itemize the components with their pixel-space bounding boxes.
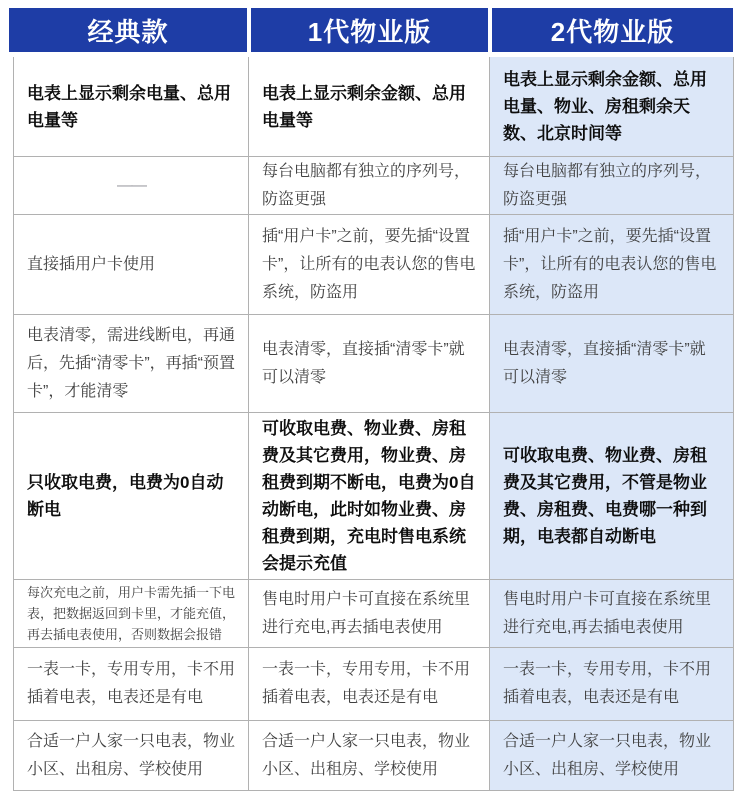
header-gen2-property: 2代物业版 [492,8,733,52]
cell-serial-gen1: 每台电脑都有独立的序列号，防盗更强 [248,157,489,214]
cell-card-gen2: 一表一卡，专用专用，卡不用插着电表，电表还是有电 [489,648,733,720]
cell-fees-gen1: 可收取电费、物业费、房租费及其它费用，物业费、房租费到期不断电，电费为0自动断电，此时如物业费、房租费到期，充电时售电系统会提示充值 [248,413,489,579]
cell-recharge-gen1: 售电时用户卡可直接在系统里进行充电,再去插电表使用 [248,580,489,647]
table-row-fees [14,412,733,579]
comparison-table [9,8,733,791]
table-row-recharge [14,579,733,647]
table-row-usercard [14,214,733,314]
cell-display-gen2: 电表上显示剩余金额、总用电量、物业、房租剩余天数、北京时间等 [489,57,733,156]
table-body [13,57,734,791]
cell-display-gen1: 电表上显示剩余金额、总用电量等 [248,57,489,156]
cell-usercard-classic: 直接插用户卡使用 [27,255,156,273]
table-row-card-per-meter [14,647,733,720]
table-row-serial [14,156,733,214]
cell-reset-gen2: 电表清零，直接插“清零卡”就可以清零 [489,315,733,412]
cell-usercard-gen2: 插“用户卡”之前，要先插“设置卡”，让所有的电表认您的售电系统，防盗用 [489,215,733,314]
cell-display-classic: 电表上显示剩余电量、总用电量等 [27,83,231,130]
cell-reset-classic: 电表清零，需进线断电，再通后，先插“清零卡”，再插“预置卡”，才能清零 [27,326,236,400]
cell-suitable-gen2: 合适一户人家一只电表，物业小区、出租房、学校使用 [489,721,733,790]
header-gen1-property: 1代物业版 [251,8,488,52]
cell-reset-gen1: 电表清零，直接插“清零卡”就可以清零 [248,315,489,412]
cell-card-gen1: 一表一卡，专用专用，卡不用插着电表，电表还是有电 [248,648,489,720]
cell-serial-gen2: 每台电脑都有独立的序列号，防盗更强 [489,157,733,214]
table-row-reset [14,314,733,412]
header-classic: 经典款 [9,8,247,52]
cell-card-classic: 一表一卡，专用专用，卡不用插着电表，电表还是有电 [27,661,236,706]
cell-fees-gen2: 可收取电费、物业费、房租费及其它费用，不管是物业费、房租费、电费哪一种到期，电表都自动断电 [489,413,733,579]
cell-serial-classic: —— [117,176,145,194]
table-header [9,8,733,52]
table-row-display [14,57,733,156]
cell-usercard-gen1: 插“用户卡”之前，要先插“设置卡”，让所有的电表认您的售电系统，防盗用 [248,215,489,314]
table-row-suitable [14,720,733,790]
cell-suitable-gen1: 合适一户人家一只电表，物业小区、出租房、学校使用 [248,721,489,790]
cell-fees-classic: 只收取电费，电费为0自动断电 [27,473,224,519]
cell-recharge-classic: 每次充电之前，用户卡需先插一下电表，把数据返回到卡里，才能充值，再去插电表使用，否则数据会报错 [27,585,236,642]
cell-suitable-classic: 合适一户人家一只电表，物业小区、出租房、学校使用 [27,732,236,778]
cell-recharge-gen2: 售电时用户卡可直接在系统里进行充电,再去插电表使用 [489,580,733,647]
